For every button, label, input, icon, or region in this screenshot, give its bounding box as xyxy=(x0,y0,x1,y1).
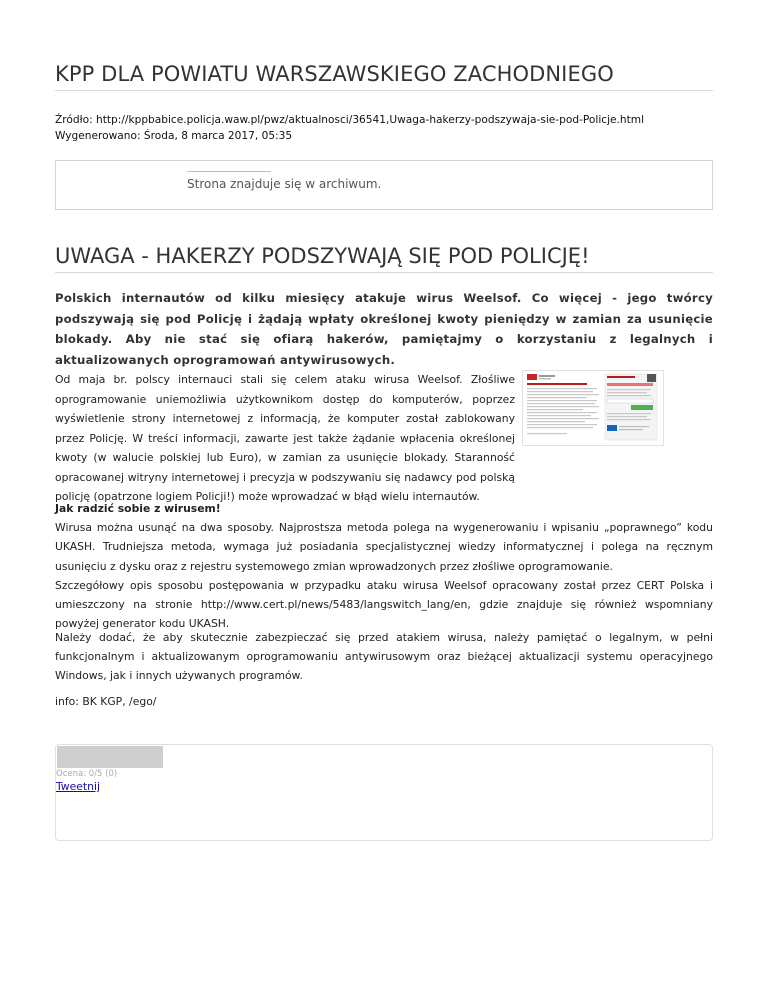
tweet-link[interactable]: Tweetnij xyxy=(56,780,100,793)
article-lead: Polskich internautów od kilku miesięcy atakuje wirus Weelsof. Co więcej - jego twórcy podszywają się pod Policję i żądają wpłaty określonej kwoty pieniędzy w zamian za usunięcie blokady. Aby nie stać się ofiarą hakerów, pamiętajmy o korzystaniu z legalnych i aktualizowanych oprogramowań antywirusowych. xyxy=(55,291,713,367)
article-source-info: info: BK KGP, /ego/ xyxy=(55,695,157,708)
article-title-divider xyxy=(55,272,713,273)
article-title: UWAGA - HAKERZY PODSZYWAJĄ SIĘ POD POLICJĘ! xyxy=(55,244,590,268)
source-url: Źródło: http://kppbabice.policja.waw.pl/pwz/aktualnosci/36541,Uwaga-hakerzy-podszywaja-sie-pod-Policje.html xyxy=(55,114,645,126)
rating-stars-widget[interactable] xyxy=(57,746,163,768)
title-divider xyxy=(55,90,713,91)
site-title: KPP DLA POWIATU WARSZAWSKIEGO ZACHODNIEGO xyxy=(55,62,614,86)
generated-date: Wygenerowano: Środa, 8 marca 2017, 05:35 xyxy=(55,130,293,142)
social-rating-box xyxy=(55,744,713,841)
ransomware-screenshot-thumbnail xyxy=(523,371,663,445)
remedy-section xyxy=(55,499,713,633)
archive-divider xyxy=(187,171,271,172)
archive-notice-box xyxy=(55,160,713,210)
remedy-heading: Jak radzić sobie z wirusem! xyxy=(55,502,221,515)
archive-notice: Strona znajduje się w archiwum. xyxy=(187,177,382,191)
rating-text: Ocena: 0/5 (0) xyxy=(56,769,118,779)
print-meta xyxy=(55,112,644,144)
article-image[interactable] xyxy=(522,370,664,446)
article-intro: Od maja br. polscy internauci stali się celem ataku wirusa Weelsof. Złośliwe oprogramowanie uniemożliwia użytkownikom dostęp do komputerów, poprzez wyświetlenie strony internetowej z informacją, że komputer został zablokowany przez Policję. W treści informacji, zawarte jest także żądanie wpłacenia określonej kwoty (w walucie polskiej lub Euro), w zamian za usunięcie blokady. Staranność opracowanej witryny internetowej i precyzja w podszywaniu się nadawcy pod polską policję (opatrzone logiem Policji!) może wprowadzać w błąd wielu internautów. xyxy=(55,373,515,503)
remedy-paragraph-1: Wirusa można usunąć na dwa sposoby. Najprostsza metoda polega na wygenerowaniu i wpisaniu „poprawnego” kodu UKASH. Trudniejsza metoda, wymaga już posiadania specjalistycznej wiedzy informatycznej i polega na ręcznym usunięciu z dysku oraz z rejestru systemowego zmian wprowadzonych przez złośliwe oprogramowanie. xyxy=(55,521,713,573)
closing-paragraph: Należy dodać, że aby skutecznie zabezpieczać się przed atakiem wirusa, należy pamiętać o legalnym, w pełni funkcjonalnym i aktualizowanym oprogramowaniu antywirusowym oraz bieżącej aktualizacji systemu operacyjnego Windows, jak i innych używanych programów. xyxy=(55,631,713,683)
remedy-paragraph-2: Szczegółowy opis sposobu postępowania w przypadku ataku wirusa Weelsof opracowany został przez CERT Polska i umieszczony na stronie http://www.cert.pl/news/5483/langswitch_lang/en, gdzie znajduje się również wspomniany powyżej generator kodu UKASH. xyxy=(55,578,713,631)
